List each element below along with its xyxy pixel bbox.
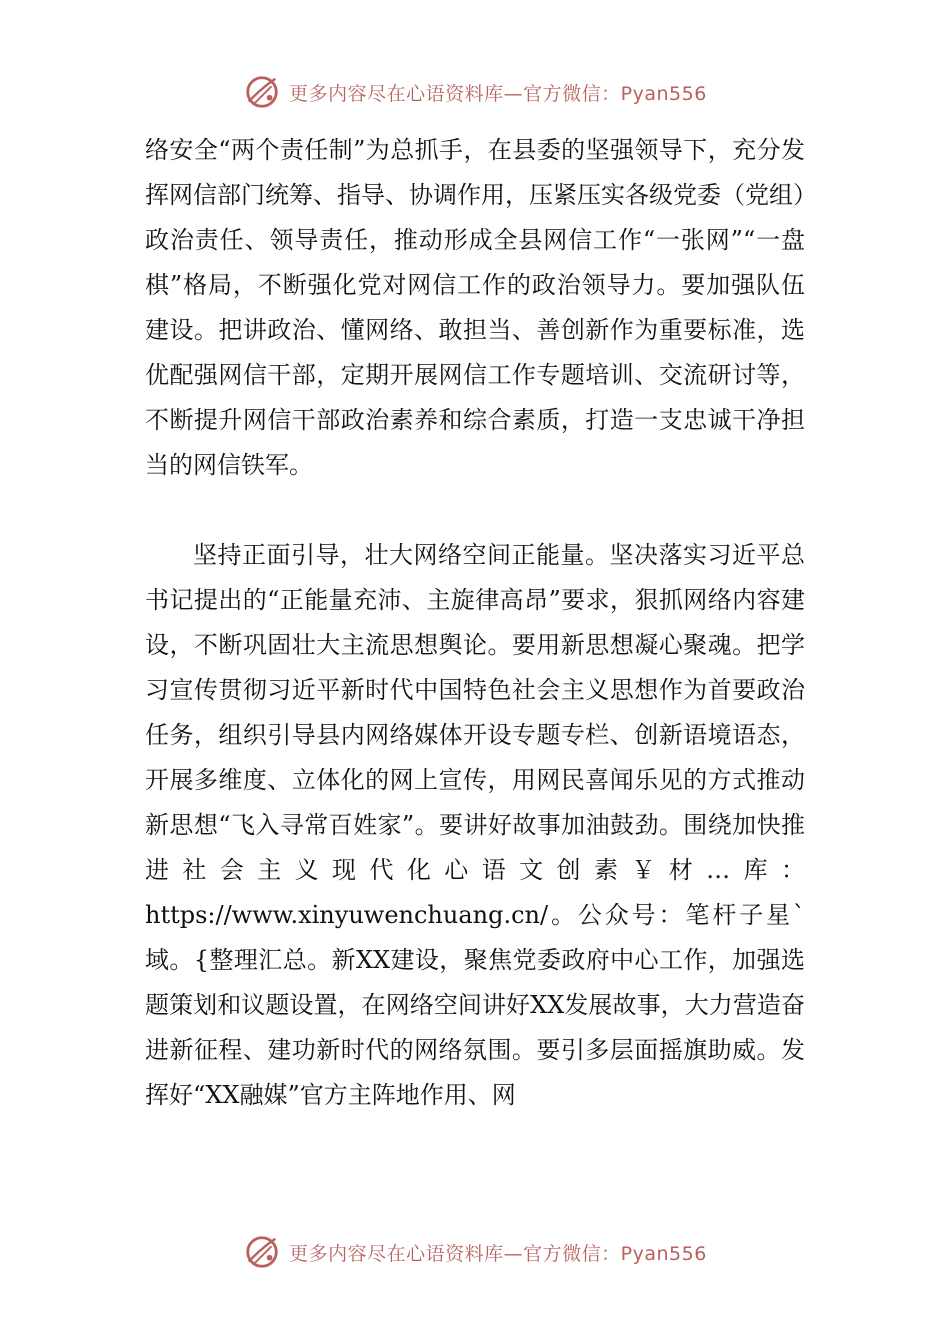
footer-banner bbox=[0, 1230, 950, 1274]
header-banner bbox=[0, 70, 950, 114]
header-banner-text: 更多内容尽在心语资料库—官方微信：Pyan556 bbox=[289, 82, 707, 105]
brand-logo-icon bbox=[243, 1233, 281, 1271]
brand-logo-icon bbox=[243, 73, 281, 111]
paragraph-2: 坚持正面引导，壮大网络空间正能量。坚决落实习近平总书记提出的“正能量充沛、主旋律高昂”要求，狠抓网络内容建设，不断巩固壮大主流思想舆论。要用新思想凝心聚魂。把学习宣传贯彻习近平新时代中国特色社会主义思想作为首要政治任务，组织引导县内网络媒体开设专题专栏、创新语境语态，开展多维度、立体化的网上宣传，用网民喜闻乐见的方式推动新思想“飞入寻常百姓家”。要讲好故事加油鼓劲。围绕加快推进社会主义现代化心语文创素￥材…库：https://www.xinyuwenchuang.cn/。公众号：笔杆子星`域。{整理汇总。新XX建设，聚焦党委政府中心工作，加强选题策划和议题设置，在网络空间讲好XX发展故事，大力营造奋进新征程、建功新时代的网络氛围。要引多层面摇旗助威。发挥好“XX融媒”官方主阵地作用、网 bbox=[145, 541, 805, 1109]
paragraph-1: 络安全“两个责任制”为总抓手，在县委的坚强领导下，充分发挥网信部门统筹、指导、协调作用，压紧压实各级党委（党组）政治责任、领导责任，推动形成全县网信工作“一张网”“一盘棋”格局，不断强化党对网信工作的政治领导力。要加强队伍建设。把讲政治、懂网络、敢担当、善创新作为重要标准，选优配强网信干部，定期开展网信工作专题培训、交流研讨等，不断提升网信干部政治素养和综合素质，打造一支忠诚干净担当的网信铁军。 bbox=[145, 136, 805, 479]
document-body bbox=[145, 128, 805, 1118]
footer-banner-text: 更多内容尽在心语资料库—官方微信：Pyan556 bbox=[289, 1242, 707, 1265]
